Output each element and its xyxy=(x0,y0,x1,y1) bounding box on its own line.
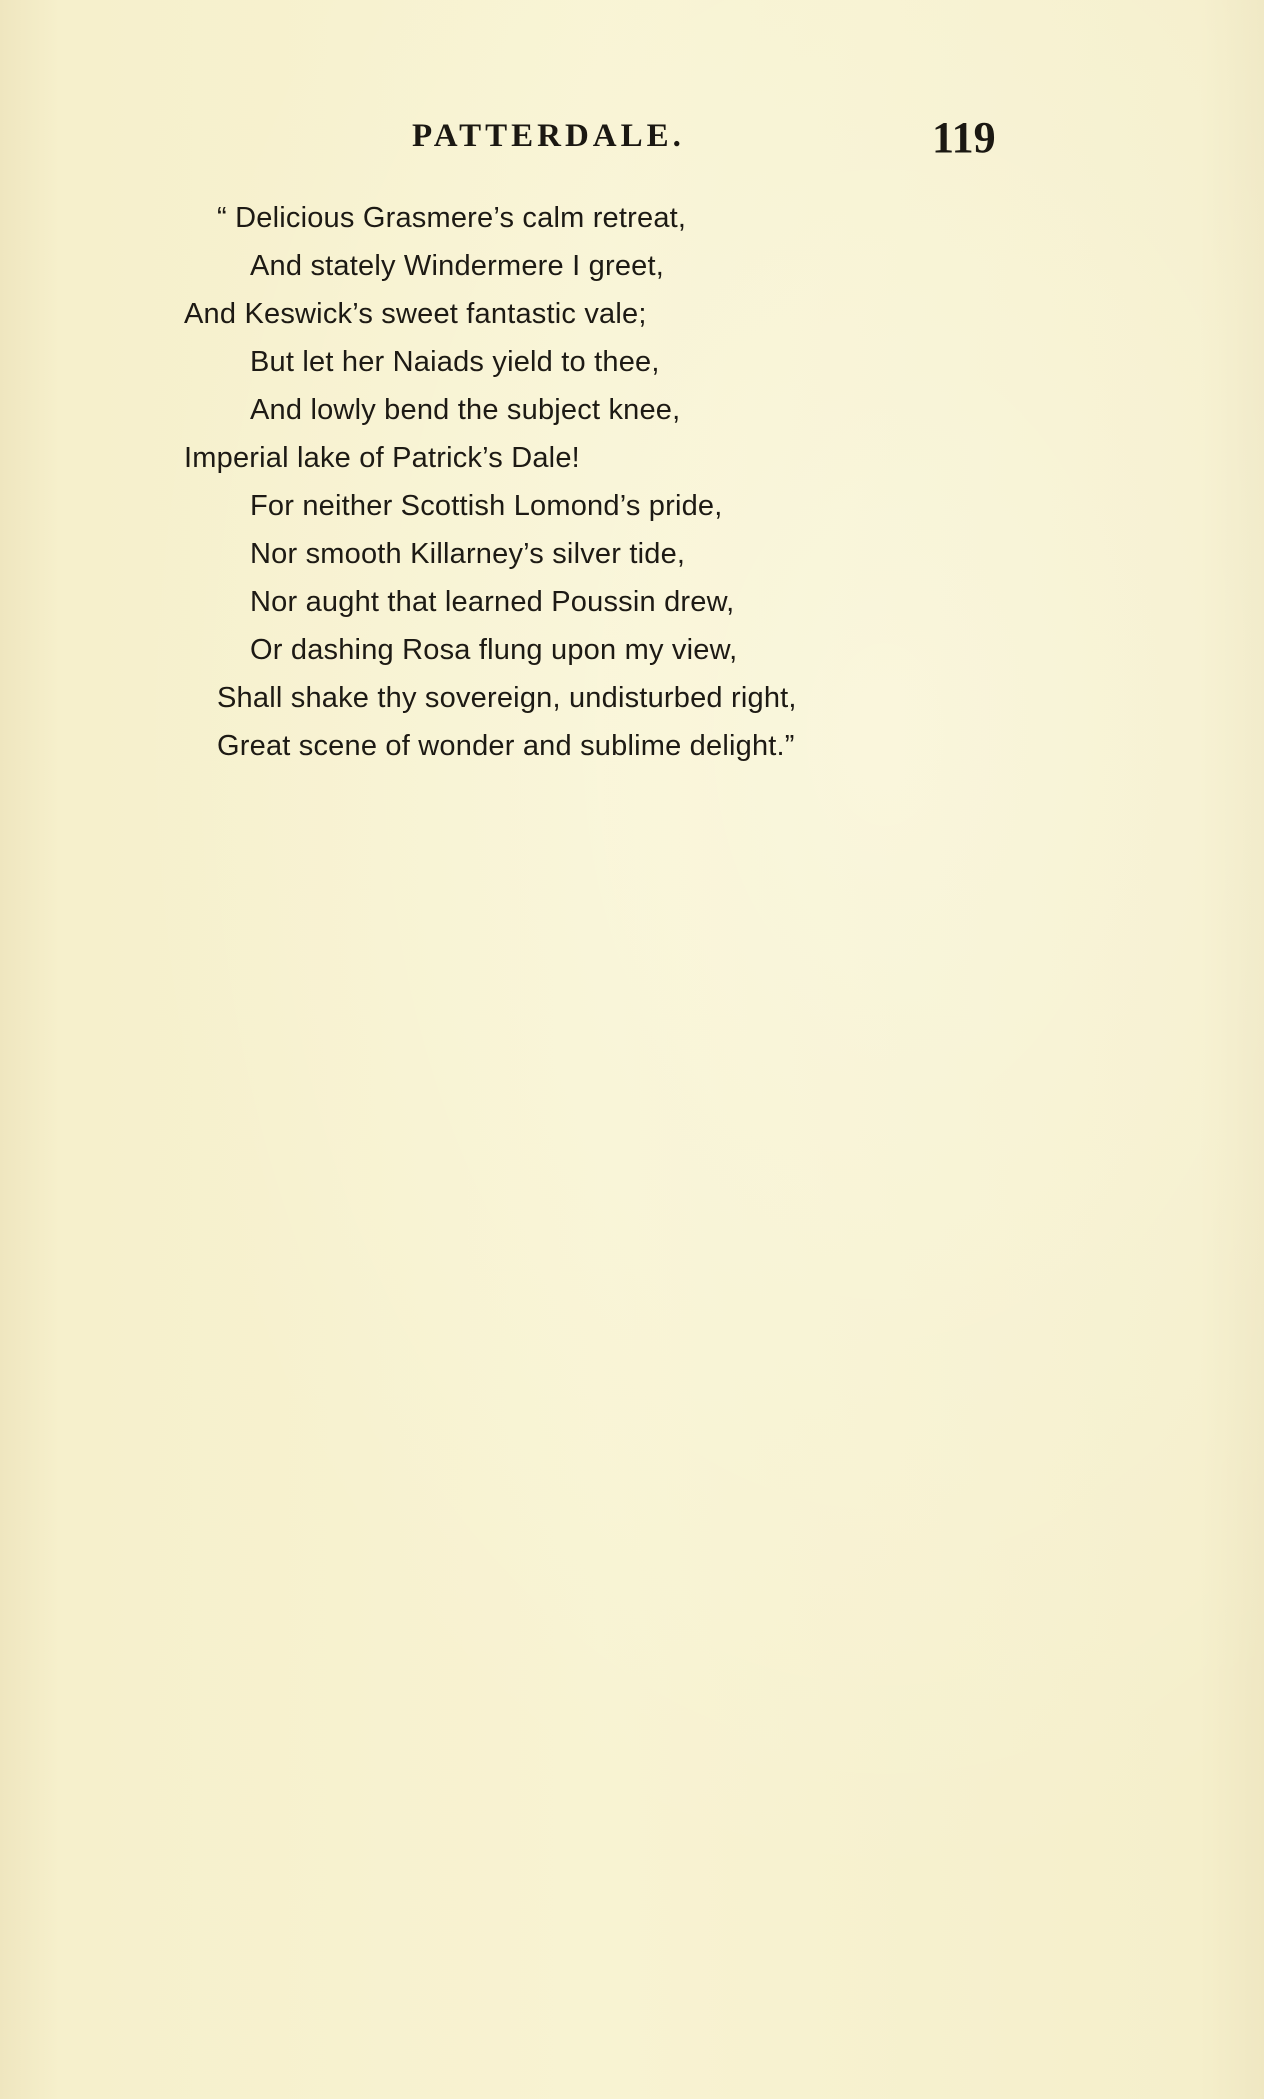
poem-line: For neither Scottish Lomond’s pride, xyxy=(250,490,723,522)
poem-line: Great scene of wonder and sublime delight.” xyxy=(217,730,795,762)
poem-line: “ Delicious Grasmere’s calm retreat, xyxy=(217,202,687,234)
poem-line: And Keswick’s sweet fantastic vale; xyxy=(184,298,647,330)
poem-line: Imperial lake of Patrick’s Dale! xyxy=(184,442,580,474)
poem-line: Nor aught that learned Poussin drew, xyxy=(250,586,735,618)
poem-line: Or dashing Rosa flung upon my view, xyxy=(250,634,738,666)
poem-line: And lowly bend the subject knee, xyxy=(250,394,681,426)
poem-line: Nor smooth Killarney’s silver tide, xyxy=(250,538,686,570)
running-title: PATTERDALE. xyxy=(412,118,685,154)
page-header xyxy=(0,113,1264,178)
poem-line: And stately Windermere I greet, xyxy=(250,250,664,282)
page-number: 119 xyxy=(932,113,996,162)
poem-line: But let her Naiads yield to thee, xyxy=(250,346,660,378)
poem-line: Shall shake thy sovereign, undisturbed right, xyxy=(217,682,797,714)
